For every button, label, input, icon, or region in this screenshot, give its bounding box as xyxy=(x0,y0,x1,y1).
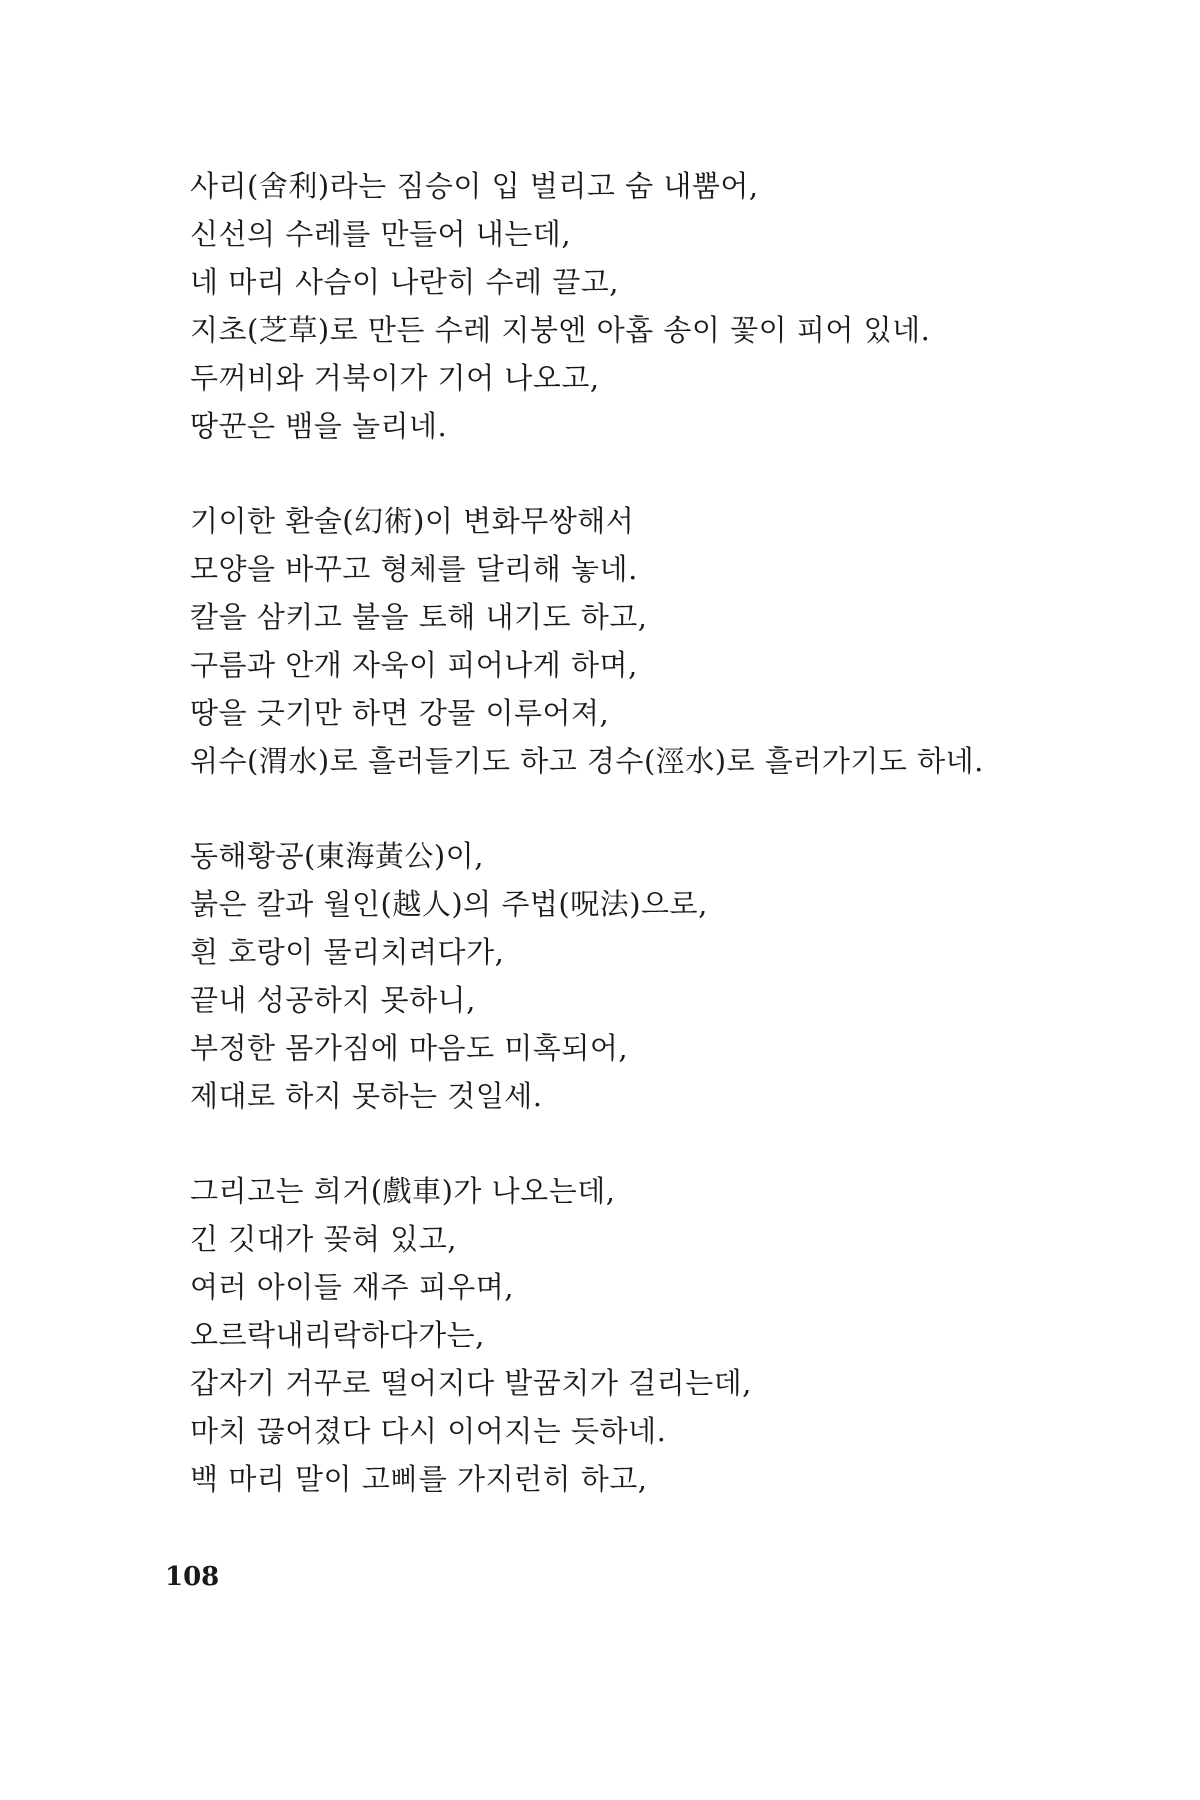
poem-line: 흰 호랑이 물리치려다가, xyxy=(190,935,505,969)
stanza-4 xyxy=(190,1167,1150,1503)
poem-line: 지초(芝草)로 만든 수레 지붕엔 아홉 송이 꽃이 피어 있네. xyxy=(190,313,931,347)
poem-line: 마치 끊어졌다 다시 이어지는 듯하네. xyxy=(190,1414,667,1448)
poem-line: 끝내 성공하지 못하니, xyxy=(190,983,476,1017)
poem-line: 두꺼비와 거북이가 기어 나오고, xyxy=(190,361,600,395)
poem-line: 칼을 삼키고 불을 토해 내기도 하고, xyxy=(190,600,648,634)
poem-body xyxy=(190,162,1150,1550)
poem-line: 신선의 수레를 만들어 내는데, xyxy=(190,217,572,251)
poem-line: 사리(舍利)라는 짐승이 입 벌리고 숨 내뿜어, xyxy=(190,169,759,203)
poem-line: 갑자기 거꾸로 떨어지다 발꿈치가 걸리는데, xyxy=(190,1366,752,1400)
poem-line: 땅을 긋기만 하면 강물 이루어져, xyxy=(190,696,610,730)
poem-line: 기이한 환술(幻術)이 변화무쌍해서 xyxy=(190,504,635,538)
poem-line: 구름과 안개 자욱이 피어나게 하며, xyxy=(190,648,638,682)
stanza-2 xyxy=(190,497,1150,785)
stanza-3 xyxy=(190,832,1150,1120)
page-number: 108 xyxy=(165,1562,220,1592)
poem-line: 위수(渭水)로 흘러들기도 하고 경수(涇水)로 흘러가기도 하네. xyxy=(190,744,984,778)
poem-line: 여러 아이들 재주 피우며, xyxy=(190,1270,515,1304)
stanza-1 xyxy=(190,162,1150,450)
poem-line: 네 마리 사슴이 나란히 수레 끌고, xyxy=(190,265,619,299)
poem-line: 부정한 몸가짐에 마음도 미혹되어, xyxy=(190,1031,629,1065)
poem-line: 그리고는 희거(戲車)가 나오는데, xyxy=(190,1174,616,1208)
poem-line: 동해황공(東海黃公)이, xyxy=(190,839,484,873)
poem-line: 오르락내리락하다가는, xyxy=(190,1318,485,1352)
poem-line: 긴 깃대가 꽂혀 있고, xyxy=(190,1222,457,1256)
poem-line: 붉은 칼과 월인(越人)의 주법(呪法)으로, xyxy=(190,887,708,921)
poem-line: 땅꾼은 뱀을 놀리네. xyxy=(190,409,448,443)
poem-line: 제대로 하지 못하는 것일세. xyxy=(190,1079,543,1113)
poem-line: 백 마리 말이 고삐를 가지런히 하고, xyxy=(190,1462,648,1496)
poem-line: 모양을 바꾸고 형체를 달리해 놓네. xyxy=(190,552,638,586)
